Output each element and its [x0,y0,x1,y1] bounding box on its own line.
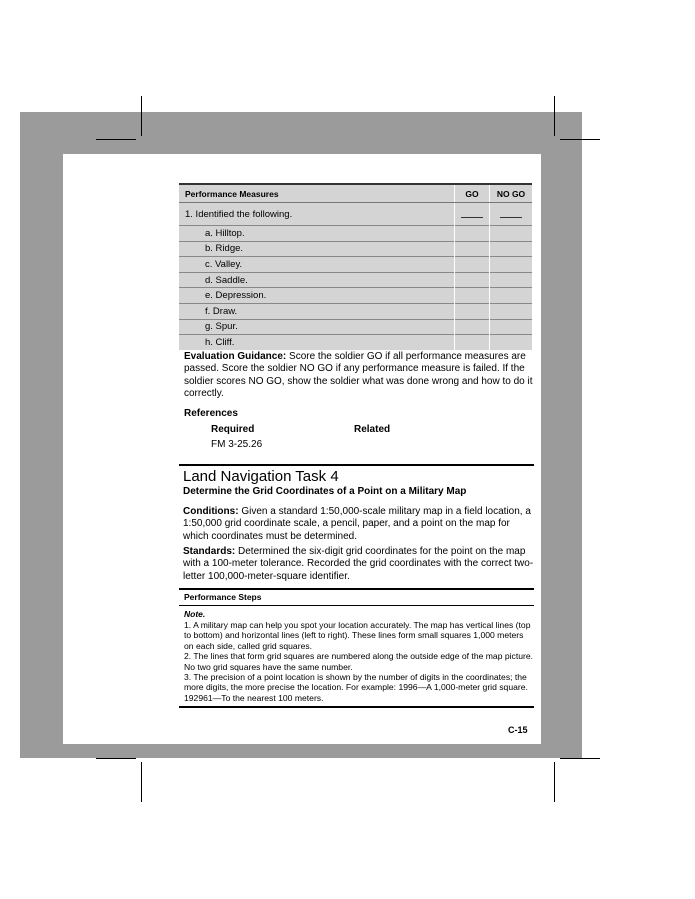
evaluation-text: Score the soldier GO if all performance measures are passed. Score the soldier NO GO if any performance measure is failed. If the soldier scores NO GO, show the soldier what was done wrong and how to do it correctly. [184,351,533,399]
note-item: 2. The lines that form grid squares are numbered along the outside edge of the map picture. No two grid squares have the same number. [184,651,534,672]
go-cell [455,303,490,319]
task-divider-top [179,464,534,466]
table-row [179,303,532,319]
measure-item: c. Valley. [179,257,455,273]
page-number: C-15 [508,725,528,735]
evaluation-label: Evaluation Guidance: [184,351,287,362]
go-cell [455,272,490,288]
related-label: Related [354,424,391,435]
conditions-text: Given a standard 1:50,000-scale military map in a field location, a 1:50,000 grid coordinate scale, a pencil, paper, and a point on the map for which coordinates must be determined. [183,506,531,542]
steps-divider-top [179,588,534,590]
evaluation-guidance [184,351,534,400]
note-item: 3. The precision of a point location is shown by the number of digits in the coordinates; the more digits, the more precise the location. For example: 1996—A 1,000-meter grid square. 192961—To the nearest 100 meters. [184,672,528,703]
note-label: Note. [184,609,206,619]
go-header: GO [455,184,490,203]
measure-item: e. Depression. [179,288,455,304]
steps-divider-mid [179,605,534,606]
measure-item: h. Cliff. [179,335,455,350]
nogo-cell [490,319,533,335]
go-cell [455,288,490,304]
measure-item: a. Hilltop. [179,226,455,242]
crop-mark-bottom-right-vertical [554,762,555,802]
standards-paragraph [183,546,535,583]
measure-1-text: 1. Identified the following. [179,203,455,226]
nogo-cell [490,288,533,304]
measure-item: b. Ridge. [179,241,455,257]
measure-item: g. Spur. [179,319,455,335]
table-row [179,226,532,242]
nogo-cell [490,335,533,350]
crop-mark-bottom-left-horizontal [96,758,136,759]
nogo-cell [490,226,533,242]
conditions-label: Conditions: [183,506,239,517]
crop-mark-top-left-vertical [141,96,142,136]
go-cell [455,241,490,257]
performance-steps-heading: Performance Steps [184,592,262,602]
measures-header: Performance Measures [179,184,455,203]
nogo-cell [490,257,533,273]
go-blank [455,203,490,226]
performance-measures-table [179,183,532,350]
conditions-paragraph [183,506,535,543]
nogo-header: NO GO [490,184,533,203]
nogo-cell [490,303,533,319]
task-subtitle: Determine the Grid Coordinates of a Point on a Military Map [183,486,467,497]
measure-item: d. Saddle. [179,272,455,288]
steps-divider-bottom [179,706,534,708]
table-row [179,335,532,350]
task-title: Land Navigation Task 4 [183,468,339,485]
standards-label: Standards: [183,546,236,557]
note-text [184,620,534,703]
table-row [179,272,532,288]
table-row [179,288,532,304]
note-item: 1. A military map can help you spot your location accurately. The map has vertical lines (top to bottom) and horizontal lines (left to right). These lines form small squares 1,000 meters on each side, called grid squares. [184,620,531,651]
references-heading: References [184,408,238,419]
go-cell [455,257,490,273]
standards-text: Determined the six-digit grid coordinates for the point on the map with a 100-meter tolerance. Recorded the grid coordinates with the correct two-letter 100,000-meter-square identifier. [183,546,534,582]
table-header-row [179,184,532,203]
crop-mark-bottom-left-vertical [141,762,142,802]
table-row [179,241,532,257]
go-cell [455,226,490,242]
table-row [179,257,532,273]
table-row [179,203,532,226]
nogo-cell [490,241,533,257]
crop-mark-top-left-horizontal [96,139,136,140]
go-cell [455,319,490,335]
measure-item: f. Draw. [179,303,455,319]
crop-mark-top-right-vertical [554,96,555,136]
go-cell [455,335,490,350]
crop-mark-bottom-right-horizontal [560,758,600,759]
crop-mark-top-right-horizontal [560,139,600,140]
nogo-cell [490,272,533,288]
table-row [179,319,532,335]
required-label: Required [211,424,255,435]
required-reference: FM 3-25.26 [211,439,263,450]
nogo-blank [490,203,533,226]
